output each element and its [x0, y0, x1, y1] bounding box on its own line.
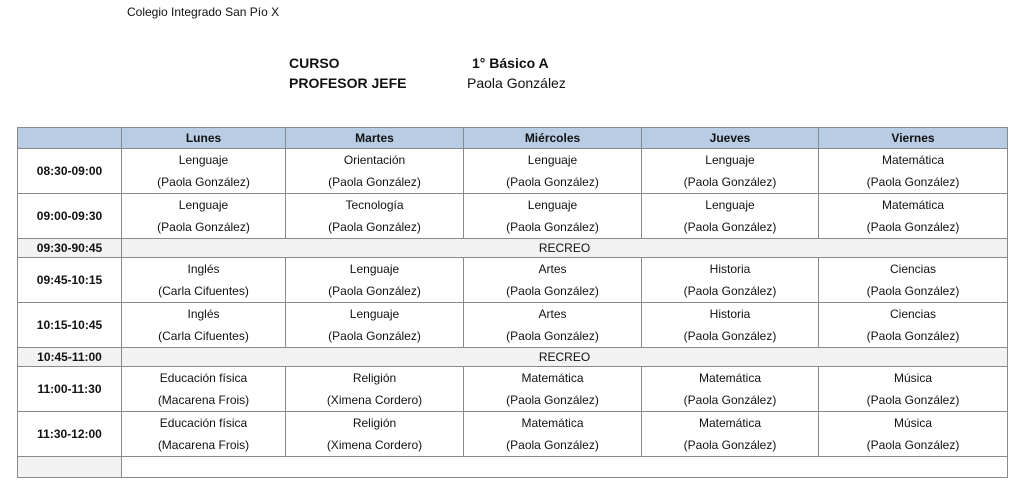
teacher: (Macarena Frois) — [157, 393, 250, 407]
teacher: (Carla Cifuentes) — [158, 284, 249, 298]
teacher: (Paola González) — [683, 175, 777, 189]
subject: Tecnología — [345, 198, 404, 212]
header-row — [18, 128, 1008, 149]
class-cell — [464, 412, 642, 457]
class-cell — [642, 194, 819, 239]
teacher: (Ximena Cordero) — [326, 393, 423, 407]
subject: Matemática — [521, 416, 584, 430]
class-cell — [642, 367, 819, 412]
subject: Música — [893, 371, 932, 385]
class-cell — [286, 303, 464, 348]
class-cell — [286, 194, 464, 239]
class-cell — [464, 194, 642, 239]
header-day: Miércoles — [464, 128, 642, 149]
break-label: RECREO — [122, 348, 1008, 367]
teacher: (Paola González) — [506, 175, 599, 189]
teacher: (Paola González) — [866, 438, 960, 452]
teacher: (Paola González) — [157, 175, 250, 189]
subject: Música — [893, 416, 932, 430]
time-slot: 11:00-11:30 — [18, 367, 122, 412]
time-slot: 09:00-09:30 — [18, 194, 122, 239]
class-row — [18, 258, 1008, 303]
class-cell — [642, 412, 819, 457]
teacher: (Paola González) — [866, 393, 960, 407]
subject: Lenguaje — [705, 153, 755, 167]
time-slot: 08:30-09:00 — [18, 149, 122, 194]
teacher: (Paola González) — [506, 438, 599, 452]
time-slot: 10:15-10:45 — [18, 303, 122, 348]
teacher: (Paola González) — [866, 284, 960, 298]
teacher: (Paola González) — [683, 438, 777, 452]
teacher: (Paola González) — [328, 284, 421, 298]
class-cell — [122, 412, 286, 457]
header-day: Viernes — [819, 128, 1008, 149]
class-cell — [642, 303, 819, 348]
teacher: (Paola González) — [866, 175, 960, 189]
class-cell — [819, 412, 1008, 457]
teacher: (Paola González) — [866, 329, 960, 343]
class-cell — [122, 303, 286, 348]
class-row — [18, 303, 1008, 348]
teacher: (Paola González) — [683, 393, 777, 407]
header-day: Lunes — [122, 128, 286, 149]
class-cell — [286, 149, 464, 194]
class-cell — [122, 367, 286, 412]
class-cell — [819, 303, 1008, 348]
class-cell — [464, 258, 642, 303]
time-slot: 09:30-90:45 — [18, 239, 122, 258]
class-cell — [286, 367, 464, 412]
teacher: (Paola González) — [683, 220, 777, 234]
class-cell — [642, 258, 819, 303]
teacher: (Carla Cifuentes) — [158, 329, 249, 343]
subject: Educación física — [159, 416, 248, 430]
subject: Lenguaje — [705, 198, 755, 212]
break-row — [18, 239, 1008, 258]
class-cell — [642, 149, 819, 194]
course-value: 1° Básico A — [472, 55, 549, 71]
subject: Matemática — [881, 153, 945, 167]
time-slot: 11:30-12:00 — [18, 412, 122, 457]
subject: Matemática — [698, 371, 762, 385]
subject: Ciencias — [889, 262, 937, 276]
subject: Lenguaje — [527, 198, 578, 212]
subject: Lenguaje — [178, 153, 229, 167]
empty-row — [18, 457, 1008, 478]
empty-cell — [18, 457, 122, 478]
header-day: Jueves — [642, 128, 819, 149]
class-cell — [819, 194, 1008, 239]
class-cell — [122, 149, 286, 194]
class-cell — [464, 367, 642, 412]
teacher: (Paola González) — [328, 220, 421, 234]
subject: Ciencias — [889, 307, 937, 321]
class-row — [18, 367, 1008, 412]
subject: Inglés — [187, 262, 220, 276]
time-slot: 10:45-11:00 — [18, 348, 122, 367]
class-row — [18, 149, 1008, 194]
subject: Educación física — [159, 371, 248, 385]
course-info — [289, 53, 566, 93]
course-label: CURSO — [289, 55, 340, 71]
subject: Religión — [352, 416, 397, 430]
subject: Matemática — [881, 198, 945, 212]
break-label: RECREO — [122, 239, 1008, 258]
class-row — [18, 412, 1008, 457]
teacher: (Paola González) — [683, 329, 777, 343]
teacher: (Macarena Frois) — [157, 438, 250, 452]
class-cell — [819, 258, 1008, 303]
subject: Historia — [709, 262, 751, 276]
subject: Lenguaje — [349, 262, 400, 276]
head-teacher-label: PROFESOR JEFE — [289, 75, 407, 91]
teacher: (Paola González) — [506, 284, 599, 298]
teacher: (Paola González) — [328, 175, 421, 189]
subject: Lenguaje — [527, 153, 578, 167]
subject: Artes — [538, 307, 567, 321]
teacher: (Ximena Cordero) — [326, 438, 423, 452]
class-cell — [464, 149, 642, 194]
head-teacher-value: Paola González — [467, 75, 566, 91]
subject: Orientación — [343, 153, 406, 167]
class-row — [18, 194, 1008, 239]
class-cell — [286, 412, 464, 457]
subject: Historia — [709, 307, 751, 321]
teacher: (Paola González) — [866, 220, 960, 234]
class-cell — [286, 258, 464, 303]
class-cell — [122, 194, 286, 239]
course-row — [289, 53, 566, 73]
teacher: (Paola González) — [328, 329, 421, 343]
subject: Inglés — [187, 307, 220, 321]
subject: Religión — [352, 371, 397, 385]
header-day: Martes — [286, 128, 464, 149]
header-corner — [18, 128, 122, 149]
time-slot: 09:45-10:15 — [18, 258, 122, 303]
teacher: (Paola González) — [506, 393, 599, 407]
subject: Lenguaje — [178, 198, 229, 212]
subject: Artes — [538, 262, 567, 276]
head-teacher-row — [289, 73, 566, 93]
subject: Matemática — [521, 371, 584, 385]
empty-cell — [122, 457, 1008, 478]
teacher: (Paola González) — [506, 220, 599, 234]
school-name: Colegio Integrado San Pío X — [127, 5, 280, 19]
class-cell — [464, 303, 642, 348]
schedule-body — [18, 149, 1008, 478]
class-cell — [819, 149, 1008, 194]
teacher: (Paola González) — [157, 220, 250, 234]
schedule-table — [17, 127, 1008, 478]
class-cell — [819, 367, 1008, 412]
class-cell — [122, 258, 286, 303]
break-row — [18, 348, 1008, 367]
subject: Lenguaje — [349, 307, 400, 321]
teacher: (Paola González) — [506, 329, 599, 343]
teacher: (Paola González) — [683, 284, 777, 298]
subject: Matemática — [698, 416, 762, 430]
